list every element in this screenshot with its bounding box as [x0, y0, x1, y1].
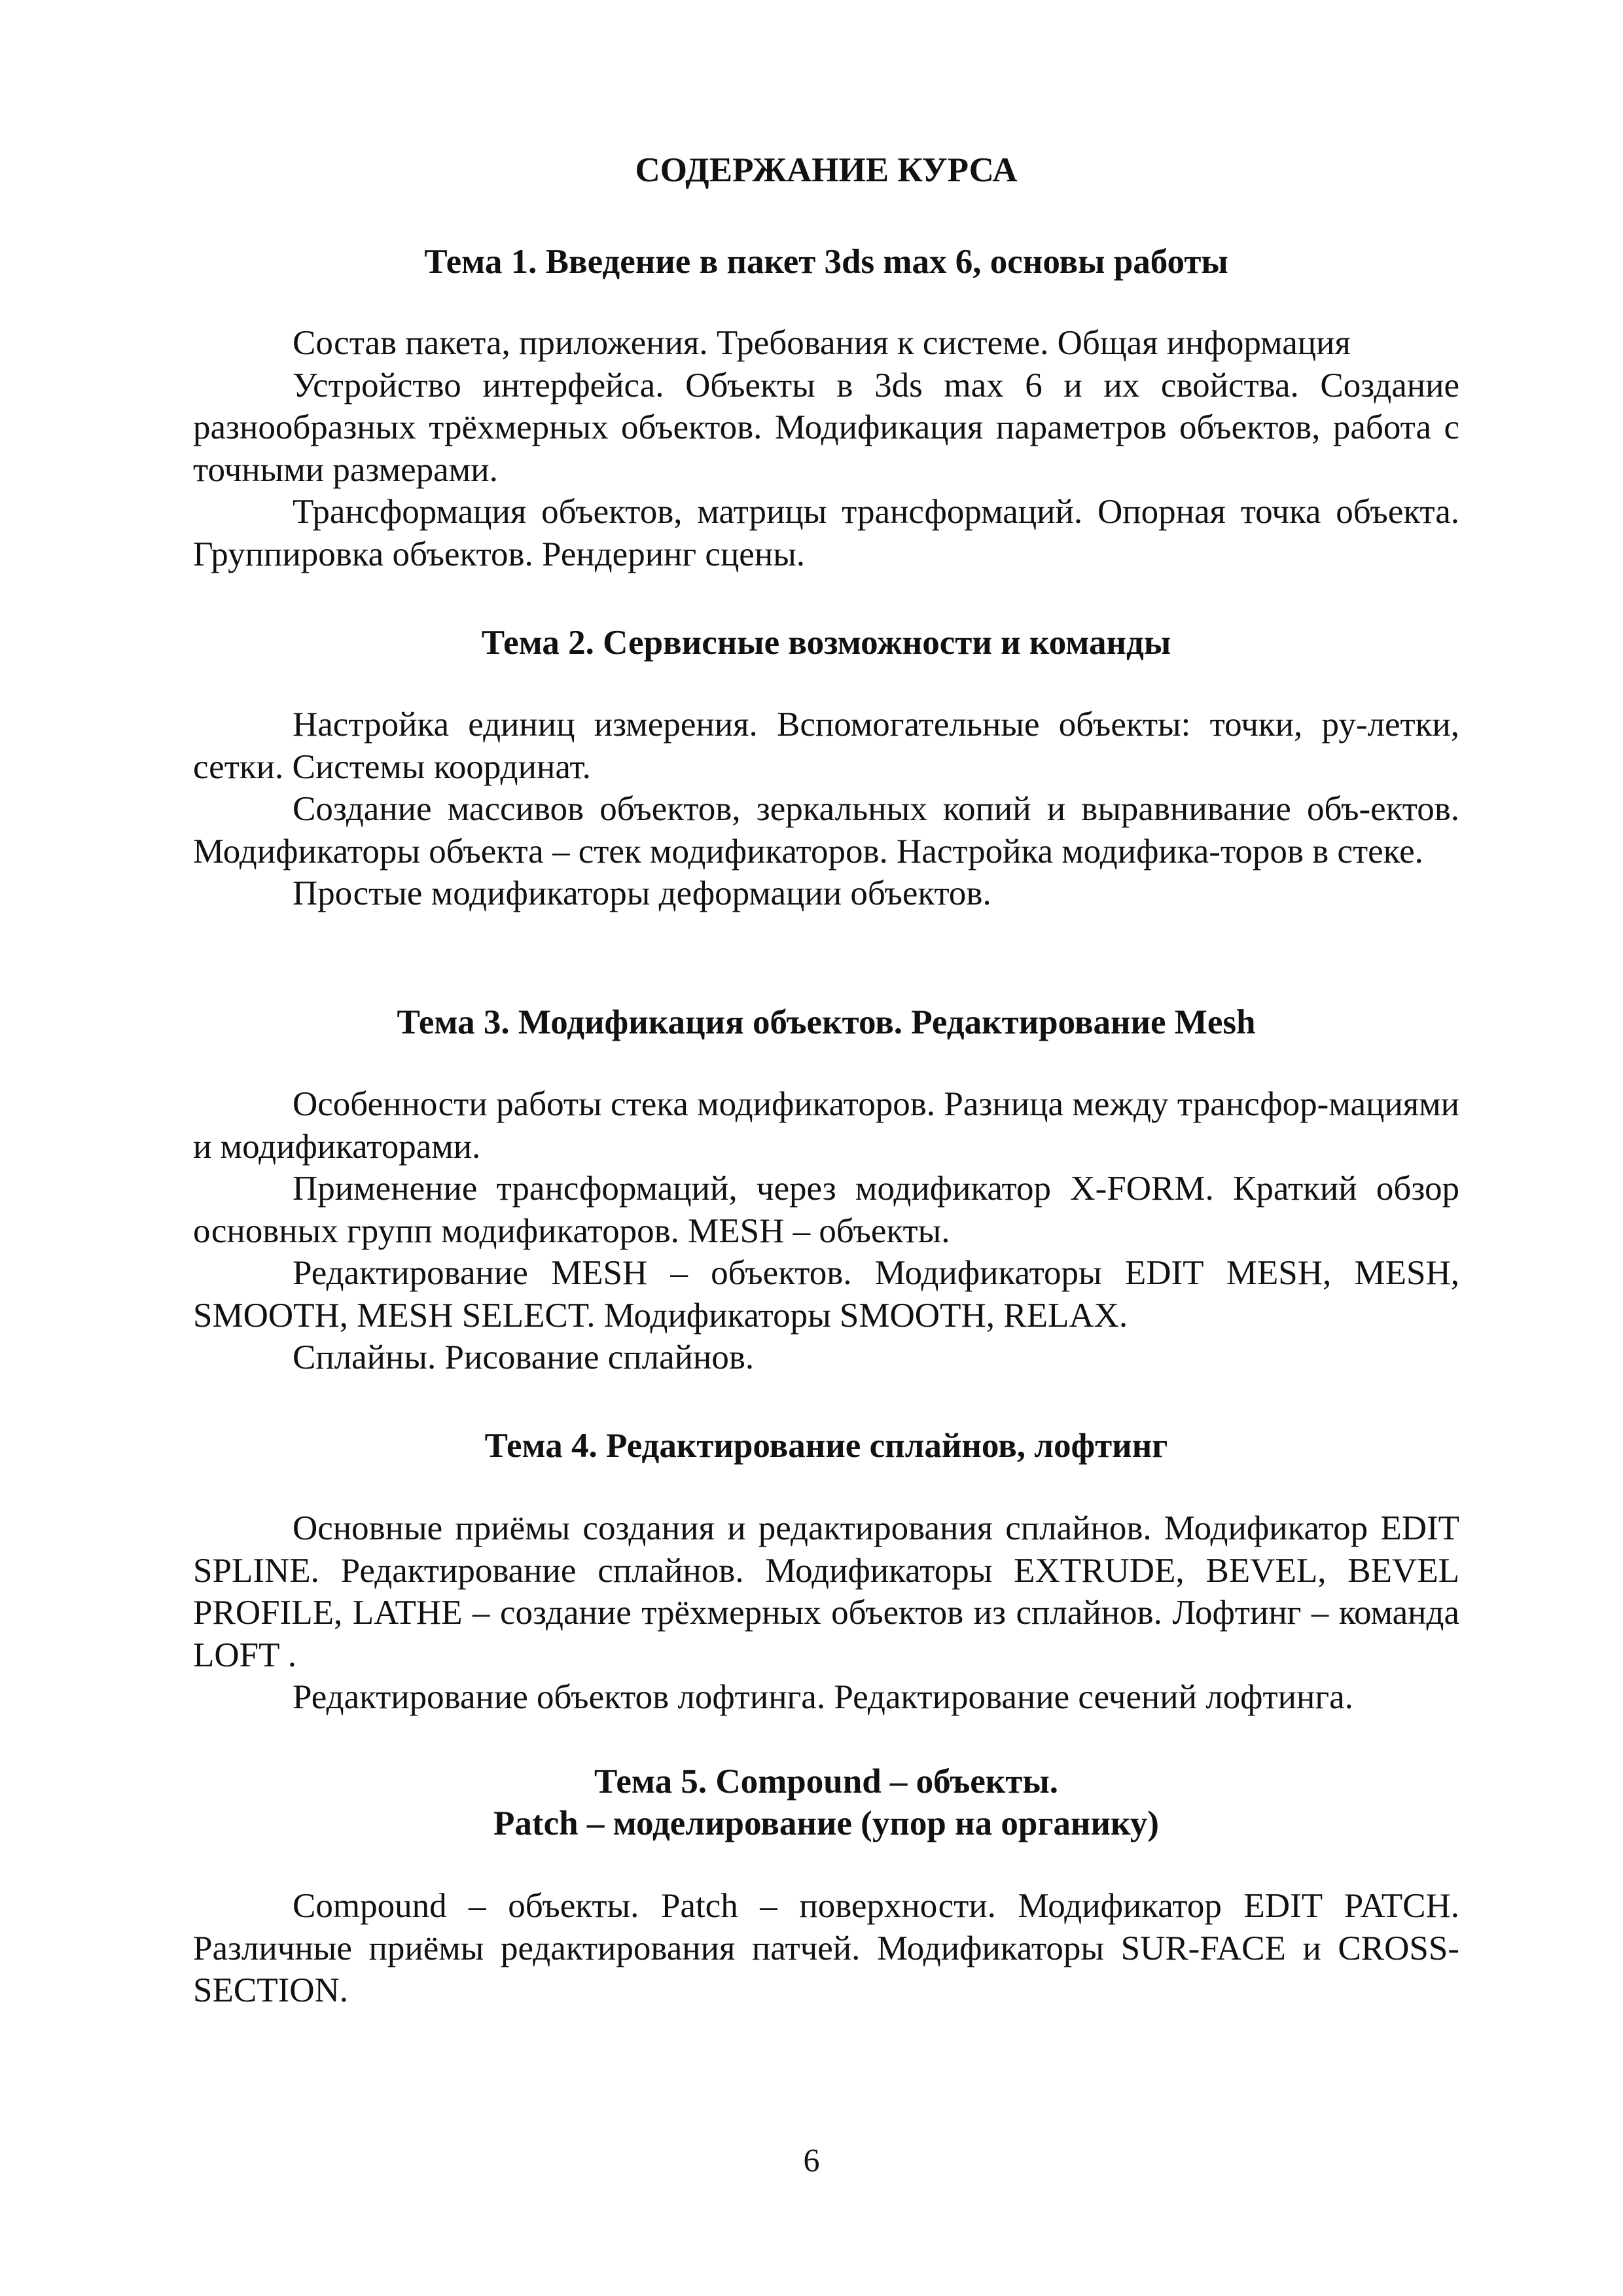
topic-4-body	[193, 1507, 1459, 1719]
topic-1-body	[193, 322, 1459, 575]
main-title: СОДЕРЖАНИЕ КУРСА	[635, 151, 1018, 189]
paragraph: Настройка единиц измерения. Вспомогательные объекты: точки, ру-летки, сетки. Системы координат.	[193, 706, 1459, 786]
paragraph: Устройство интерфейса. Объекты в 3ds max 6 и их свойства. Создание разнообразных трёхмерных объектов. Модификация параметров объектов, работа с точными размерами.	[193, 366, 1459, 489]
topic-5-title-line-2: Patch – моделирование (упор на органику)	[493, 1804, 1159, 1842]
paragraph: Compound – объекты. Patch – поверхности. Модификатор EDIT PATCH. Различные приёмы редактирования патчей. Модификаторы SUR-FACE и CROSS-SECTION.	[193, 1887, 1459, 2009]
paragraph: Особенности работы стека модификаторов. Разница между трансфор-мациями и модификаторами.	[193, 1085, 1459, 1166]
topic-1-title: Тема 1. Введение в пакет 3ds max 6, основы работы	[424, 243, 1228, 281]
topic-3-body	[193, 1083, 1459, 1379]
paragraph: Состав пакета, приложения. Требования к системе. Общая информация	[293, 324, 1351, 362]
paragraph: Простые модификаторы деформации объектов.	[293, 874, 991, 912]
topic-5-body	[193, 1885, 1459, 2012]
topic-3-title: Тема 3. Модификация объектов. Редактирование Mesh	[397, 1003, 1256, 1041]
topic-2-title: Тема 2. Сервисные возможности и команды	[481, 624, 1171, 662]
topic-5-title-line-1: Тема 5. Compound – объекты.	[594, 1763, 1058, 1801]
paragraph: Редактирование MESH – объектов. Модификаторы EDIT MESH, MESH, SMOOTH, MESH SELECT. Модификаторы SMOOTH, RELAX.	[193, 1254, 1459, 1335]
topic-2-body	[193, 704, 1459, 915]
paragraph: Создание массивов объектов, зеркальных копий и выравнивание объ-ектов. Модификаторы объекта – стек модификаторов. Настройка модифика-торов в стеке.	[193, 790, 1459, 870]
page-number: 6	[803, 2142, 820, 2178]
paragraph: Сплайны. Рисование сплайнов.	[293, 1338, 755, 1376]
topic-4-title: Тема 4. Редактирование сплайнов, лофтинг	[484, 1427, 1168, 1465]
paragraph: Применение трансформаций, через модификатор X-FORM. Краткий обзор основных групп модификаторов. MESH – объекты.	[193, 1170, 1459, 1250]
paragraph: Основные приёмы создания и редактирования сплайнов. Модификатор EDIT SPLINE. Редактирование сплайнов. Модификаторы EXTRUDE, BEVEL, BEVEL PROFILE, LATHE – создание трёхмерных объектов из сплайнов. Лофтинг – команда LOFT .	[193, 1509, 1459, 1674]
paragraph: Трансформация объектов, матрицы трансформаций. Опорная точка объекта. Группировка объектов. Рендеринг сцены.	[193, 493, 1459, 573]
paragraph: Редактирование объектов лофтинга. Редактирование сечений лофтинга.	[293, 1678, 1353, 1716]
